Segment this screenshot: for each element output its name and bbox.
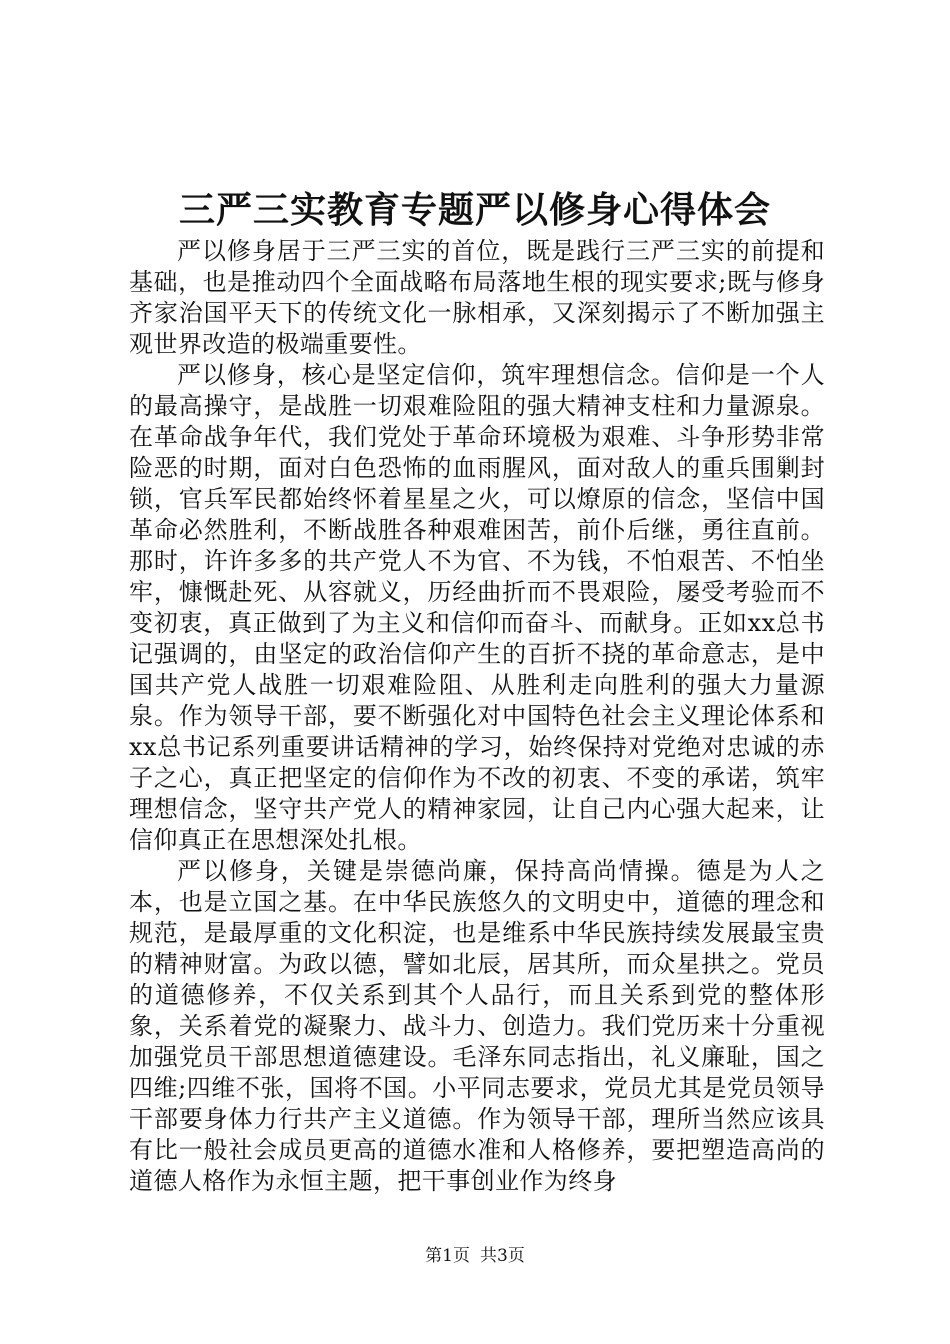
page-total: 共3页 [480, 1246, 525, 1266]
page-number: 第1页 [425, 1246, 470, 1266]
document-title: 三严三实教育专题严以修身心得体会 [178, 189, 771, 231]
paragraph-faith: 严以修身，核心是坚定信仰，筑牢理想信念。信仰是一个人的最高操守，是战胜一切艰难险阻的强大精神支柱和力量源泉。在革命战争年代，我们党处于革命环境极为艰难、斗争形势非常险恶的时期，面对白色恐怖的血雨腥风，面对敌人的重兵围剿封锁，官兵军民都始终怀着星星之火，可以燎原的信念，坚信中国革命必然胜利，不断战胜各种艰难困苦，前仆后继，勇往直前。那时，许许多多的共产党人不为官、不为钱，不怕艰苦、不怕坐牢，慷慨赴死、从容就义，历经曲折而不畏艰险，屡受考验而不变初衷，真正做到了为主义和信仰而奋斗、而献身。正如xx总书记强调的，由坚定的政治信仰产生的百折不挠的革命意志，是中国共产党人战胜一切艰难险阻、从胜利走向胜利的强大力量源泉。作为领导干部，要不断强化对中国特色社会主义理论体系和xx总书记系列重要讲话精神的学习，始终保持对党绝对忠诚的赤子之心，真正把坚定的信仰作为不改的初衷、不变的承诺，筑牢理想信念，坚守共产党人的精神家园，让自己内心强大起来，让信仰真正在思想深处扎根。 [129, 361, 825, 854]
paragraph-intro: 严以修身居于三严三实的首位，既是践行三严三实的前提和基础，也是推动四个全面战略布局落地生根的现实要求;既与修身齐家治国平天下的传统文化一脉相承，又深刻揭示了不断加强主观世界改造的极端重要性。 [129, 237, 825, 358]
paragraph-morality: 严以修身，关键是崇德尚廉，保持高尚情操。德是为人之本，也是立国之基。在中华民族悠久的文明史中，道德的理念和规范，是最厚重的文化积淀，也是维系中华民族持续发展最宝贵的精神财富。为政以德，譬如北辰，居其所，而众星拱之。党员的道德修养，不仅关系到其个人品行，而且关系到党的整体形象，关系着党的凝聚力、战斗力、创造力。我们党历来十分重视加强党员干部思想道德建设。毛泽东同志指出，礼义廉耻，国之四维;四维不张，国将不国。小平同志要求，党员尤其是党员领导干部要身体力行共产主义道德。作为领导干部，理所当然应该具有比一般社会成员更高的道德水准和人格修养，要把塑造高尚的道德人格作为永恒主题，把干事创业作为终身 [129, 857, 825, 1195]
document-body [129, 236, 825, 1197]
page-footer [0, 1244, 950, 1268]
